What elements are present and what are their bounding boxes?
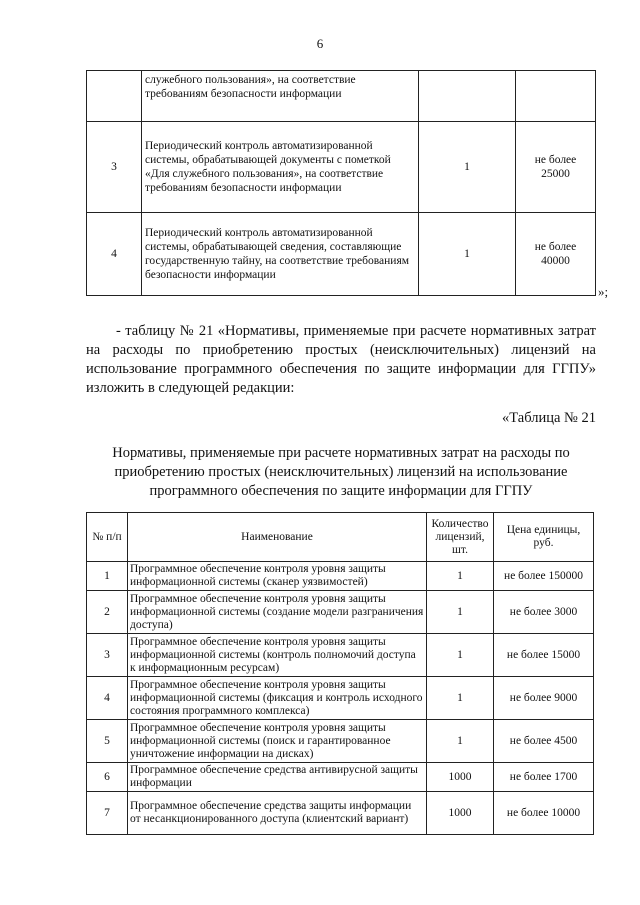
row-name: Программное обеспечение средства антивирусной защиты информации [128, 763, 427, 792]
continuation-table [86, 70, 596, 296]
row-number: 5 [87, 720, 128, 763]
row-quantity [419, 71, 516, 122]
licenses-table [86, 512, 594, 835]
row-number: 4 [87, 213, 142, 296]
row-number: 3 [87, 634, 128, 677]
row-quantity: 1 [427, 562, 494, 591]
table-label: «Таблица № 21 [502, 410, 596, 426]
row-quantity: 1 [427, 634, 494, 677]
row-quantity: 1 [419, 213, 516, 296]
row-quantity: 1 [427, 677, 494, 720]
row-name: Программное обеспечение контроля уровня защиты информационной системы (сканер уязвимостей) [128, 562, 427, 591]
table-row [87, 634, 594, 677]
row-quantity: 1 [427, 720, 494, 763]
row-name: Периодический контроль автоматизированной системы, обрабатывающей документы с пометкой «Для служебного пользования», на соответствие требованиям безопасности информации [142, 122, 419, 213]
table-row [87, 213, 596, 296]
row-price: не более 150000 [494, 562, 594, 591]
row-number: 2 [87, 591, 128, 634]
row-quantity: 1000 [427, 792, 494, 835]
row-quantity: 1000 [427, 763, 494, 792]
row-price: не более 3000 [494, 591, 594, 634]
row-quantity: 1 [419, 122, 516, 213]
row-number: 4 [87, 677, 128, 720]
amendment-paragraph: - таблицу № 21 «Нормативы, применяемые при расчете нормативных затрат на расходы по приобретению простых (неисключительных) лицензий на использование программного обеспечения по защите информации для ГГПУ» изложить в следующей редакции: [86, 323, 596, 396]
row-quantity: 1 [427, 591, 494, 634]
page-number: 6 [316, 36, 324, 51]
row-price: не более 9000 [494, 677, 594, 720]
table-row [87, 122, 596, 213]
row-number: 3 [87, 122, 142, 213]
header-price: Цена единицы, руб. [494, 513, 594, 562]
row-price: не более 25000 [516, 122, 596, 213]
closing-quote: »; [598, 284, 609, 299]
row-price: не более 4500 [494, 720, 594, 763]
table-row [87, 591, 594, 634]
row-name: Программное обеспечение средства защиты информации от несанкционированного доступа (клиентский вариант) [128, 792, 427, 835]
row-name: Программное обеспечение контроля уровня защиты информационной системы (поиск и гарантированное уничтожение информации на дисках) [128, 720, 427, 763]
row-price [516, 71, 596, 122]
table-heading: Нормативы, применяемые при расчете нормативных затрат на расходы по приобретению простых (неисключительных) лицензий на использование программного обеспечения по защите информации для ГГПУ [112, 445, 570, 499]
row-number: 1 [87, 562, 128, 591]
row-number: 7 [87, 792, 128, 835]
row-number: 6 [87, 763, 128, 792]
table-row [87, 71, 596, 122]
header-number: № п/п [87, 513, 128, 562]
table-row [87, 720, 594, 763]
row-number [87, 71, 142, 122]
table-row [87, 562, 594, 591]
header-quantity: Количество лицензий, шт. [427, 513, 494, 562]
table-row [87, 763, 594, 792]
row-price: не более 1700 [494, 763, 594, 792]
row-name: Программное обеспечение контроля уровня защиты информационной системы (создание модели разграничения доступа) [128, 591, 427, 634]
row-name: Периодический контроль автоматизированной системы, обрабатывающей сведения, составляющие государственную тайну, на соответствие требованиям безопасности информации [142, 213, 419, 296]
table-row [87, 677, 594, 720]
table-row [87, 792, 594, 835]
row-price: не более 15000 [494, 634, 594, 677]
row-name: Программное обеспечение контроля уровня защиты информационной системы (контроль полномочий доступа к информационным ресурсам) [128, 634, 427, 677]
row-name: служебного пользования», на соответствие требованиям безопасности информации [142, 71, 419, 122]
table-header-row [87, 513, 594, 562]
row-price: не более 40000 [516, 213, 596, 296]
row-name: Программное обеспечение контроля уровня защиты информационной системы (фиксация и контроль исходного состояния программного комплекса) [128, 677, 427, 720]
header-name: Наименование [128, 513, 427, 562]
row-price: не более 10000 [494, 792, 594, 835]
